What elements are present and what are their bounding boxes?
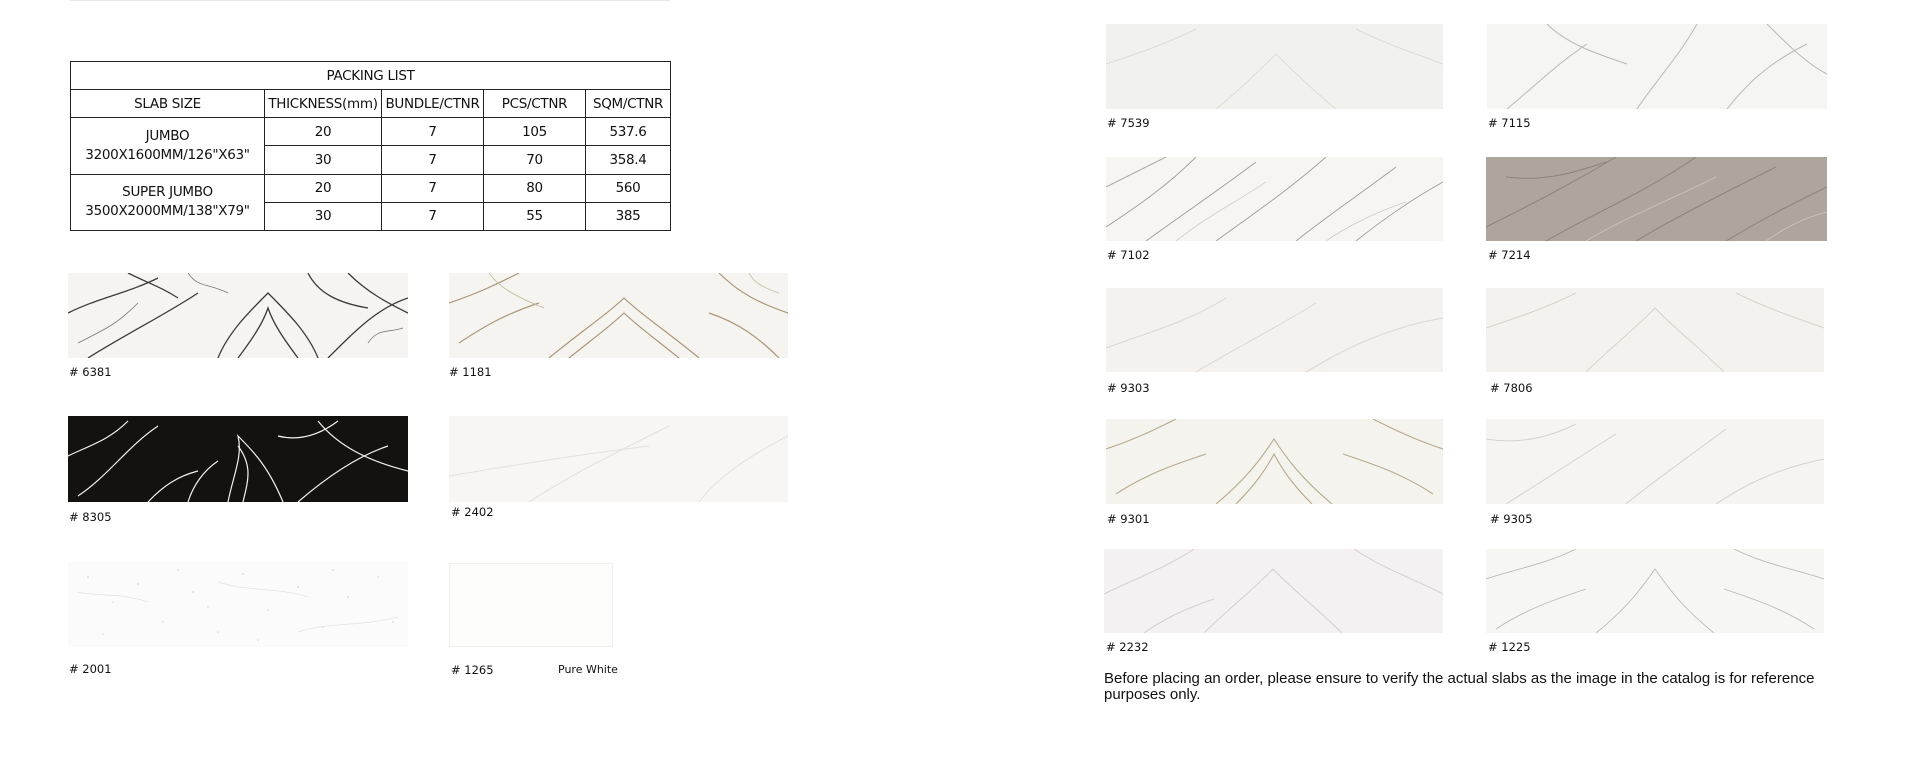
slab-code: # 7539: [1107, 116, 1150, 130]
table-row: [71, 174, 671, 202]
thickness-cell: 30: [265, 146, 382, 174]
bundle-cell: 7: [382, 174, 484, 202]
slab-swatch-2232: [1104, 549, 1443, 633]
header-bundle: BUNDLE/CTNR: [382, 90, 484, 118]
bundle-cell: 7: [382, 146, 484, 174]
pcs-cell: 55: [484, 202, 586, 230]
slab-code: # 2402: [451, 505, 494, 519]
slab-code: # 7806: [1490, 381, 1533, 395]
table-row: [71, 118, 671, 146]
pcs-cell: 105: [484, 118, 586, 146]
header-sqm: SQM/CTNR: [586, 90, 671, 118]
slab-size-cell: [71, 174, 265, 230]
header-slab-size: SLAB SIZE: [71, 90, 265, 118]
packing-list-table: [70, 61, 671, 231]
slab-swatch-9303: [1106, 288, 1443, 372]
pcs-cell: 70: [484, 146, 586, 174]
slab-swatch-7806: [1486, 288, 1824, 372]
header-pcs: PCS/CTNR: [484, 90, 586, 118]
slab-code: # 9305: [1490, 512, 1533, 526]
slab-swatch-1265: [449, 563, 613, 647]
slab-swatch-7115: [1487, 24, 1827, 109]
sqm-cell: 358.4: [586, 146, 671, 174]
thickness-cell: 20: [265, 174, 382, 202]
thickness-cell: 30: [265, 202, 382, 230]
slab-size-dims: 3500X2000MM/138"X79": [85, 203, 250, 220]
slab-name: Pure White: [558, 663, 618, 676]
slab-swatch-7102: [1106, 157, 1443, 241]
slab-code: # 2001: [69, 662, 112, 676]
table-header-row: [71, 90, 671, 118]
slab-swatch-2402: [449, 416, 788, 502]
slab-code: # 1225: [1488, 640, 1531, 654]
bundle-cell: 7: [382, 118, 484, 146]
slab-code: # 7115: [1488, 116, 1531, 130]
slab-size-name: SUPER JUMBO: [122, 184, 213, 201]
slab-swatch-2001: [68, 562, 408, 647]
slab-swatch-1225: [1486, 549, 1824, 633]
disclaimer-note: Before placing an order, please ensure to verify the actual slabs as the image in the catalog is for reference purposes only.: [1104, 670, 1815, 703]
sqm-cell: 385: [586, 202, 671, 230]
slab-code: # 2232: [1106, 640, 1149, 654]
slab-swatch-1181: [449, 273, 788, 358]
slab-swatch-9305: [1486, 419, 1824, 504]
slab-size-cell: [71, 118, 265, 174]
slab-code: # 6381: [69, 365, 112, 379]
sqm-cell: 537.6: [586, 118, 671, 146]
packing-list-title: PACKING LIST: [71, 62, 671, 90]
thickness-cell: 20: [265, 118, 382, 146]
pcs-cell: 80: [484, 174, 586, 202]
slab-code: # 9301: [1107, 512, 1150, 526]
slab-code: # 9303: [1107, 381, 1150, 395]
slab-code: # 1181: [449, 365, 492, 379]
slab-size-dims: 3200X1600MM/126"X63": [85, 146, 250, 163]
slab-swatch-8305: [68, 416, 408, 502]
slab-code: # 8305: [69, 510, 112, 524]
slab-swatch-7539: [1106, 24, 1443, 109]
sqm-cell: 560: [586, 174, 671, 202]
slab-swatch-6381: [68, 273, 408, 358]
header-thickness: THICKNESS(mm): [265, 90, 382, 118]
slab-code: # 7214: [1488, 248, 1531, 262]
page-edge-line: [70, 0, 670, 1]
slab-code: # 7102: [1107, 248, 1150, 262]
slab-swatch-9301: [1106, 419, 1443, 504]
slab-code: # 1265: [451, 663, 494, 677]
slab-swatch-7214: [1486, 157, 1827, 241]
slab-size-name: JUMBO: [145, 127, 190, 144]
bundle-cell: 7: [382, 202, 484, 230]
